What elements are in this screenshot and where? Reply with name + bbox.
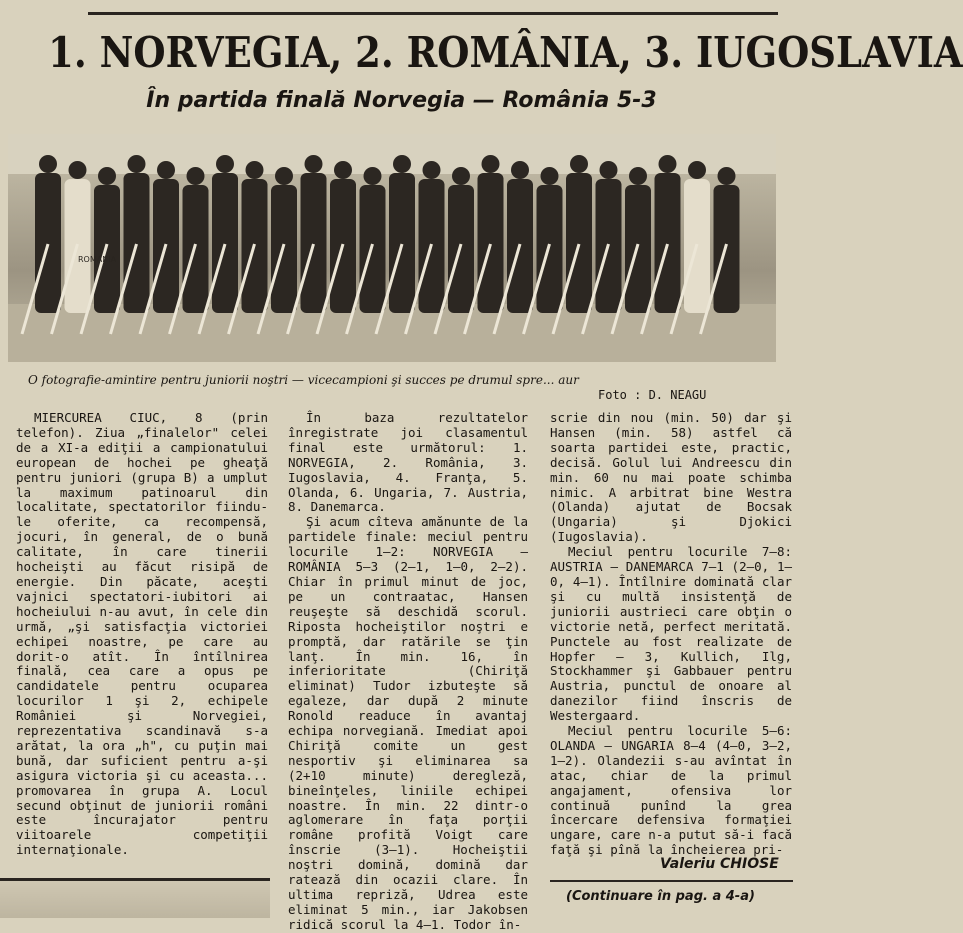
- team-photo: [8, 134, 776, 362]
- player-silhouette: [718, 167, 736, 185]
- photo-credit: Foto : D. NEAGU: [598, 388, 707, 402]
- player-silhouette: [570, 155, 588, 173]
- player-silhouette: [423, 161, 441, 179]
- player-body: [35, 173, 61, 313]
- article-column-3: [550, 411, 792, 858]
- player-silhouette: [69, 161, 87, 179]
- player-silhouette: [334, 161, 352, 179]
- player-silhouette: [98, 167, 116, 185]
- player-body: [655, 173, 681, 313]
- jersey-text: ROMANIA: [78, 255, 117, 264]
- adjacent-article-fragment: [0, 878, 270, 918]
- continuation-rule: [550, 880, 793, 882]
- player-body: [389, 173, 415, 313]
- player-silhouette: [187, 167, 205, 185]
- headline: 1. NORVEGIA, 2. ROMÂNIA, 3. IUGOSLAVIA: [48, 28, 963, 77]
- player-silhouette: [39, 155, 57, 173]
- article-paragraph: În baza rezultatelor înregistrate joi clasamentul final este următorul: 1. NORVEGIA, 2. România, 3. Iugoslavia, 4. Franţa, 5. Olanda, 6. Ungaria, 7. Austria, 8. Danemarca.: [288, 410, 528, 515]
- player-silhouette: [246, 161, 264, 179]
- player-silhouette: [128, 155, 146, 173]
- article-column-1: [16, 411, 268, 858]
- article-paragraph: Meciul pentru locurile 7—8: AUSTRIA — DANEMARCA 7—1 (2—0, 1—0, 4—1). Întîlnire dominată clar şi cu multă insistenţă de juniorii austrieci care obţin o victorie netă, perfect meritată. Punctele au fost realizate de Hopfer — 3, Kullich, Ilg, Stockhammer şi Gabbauer pentru Austria, punctul de onoare al danezilor fiind înscris de Westergaard.: [550, 544, 792, 724]
- top-rule: [88, 12, 778, 15]
- player-silhouette: [216, 155, 234, 173]
- player-silhouette: [511, 161, 529, 179]
- player-body: [478, 173, 504, 313]
- player-body: [301, 173, 327, 313]
- player-silhouette: [305, 155, 323, 173]
- player-silhouette: [157, 161, 175, 179]
- player-silhouette: [452, 167, 470, 185]
- player-silhouette: [482, 155, 500, 173]
- article-paragraph: Şi acum cîteva amănunte de la partidele finale: meciul pentru locurile 1—2: NORVEGIA — ROMÂNIA 5—3 (2—1, 1—0, 2—2). Chiar în primul minut de joc, pe un contraatac, Hansen reuşeşte să deschidă scorul. Riposta hocheiştilor noştri e promptă, dar ratările se ţin lanţ. În min. 16, în inferioritate (Chiriţă eliminat) Tudor izbuteşte să egaleze, dar după 2 minute Ronold readuce în avantaj echipa norvegiană. Imediat apoi Chiriţă comite un gest nesportiv şi eliminarea sa (2+10 minute) deregleză, bineînţeles, liniile echipei noastre. În min. 22 dintr-o aglomerare în faţa porţii române profită Voigt care înscrie (3—1). Hocheiştii noştri domină, domină dar ratează din ocazii clare. În ultima repriză, Udrea este eliminat 5 min., iar Jakobsen ridică scorul la 4—1. Todor în-: [288, 514, 528, 932]
- player-silhouette: [659, 155, 677, 173]
- continuation-note[interactable]: (Continuare în pag. a 4-a): [566, 889, 755, 904]
- player-body: [124, 173, 150, 313]
- player-silhouette: [275, 167, 293, 185]
- player-silhouette: [393, 155, 411, 173]
- article-column-2: [288, 411, 528, 933]
- article-paragraph: MIERCUREA CIUC, 8 (prin telefon). Ziua „finalelor" celei de a XI-a ediţii a campionatului european de hochei pe gheaţă pentru juniori (grupa B) a umplut la maximum patinoarul din localitate, spectatorilor fiindu-le oferite, ca recompensă, jocuri, în general, de o bună calitate, în care tinerii hocheişti au făcut risipă de energie. Din păcate, aceşti vajnici spectatori-iubitori ai hocheiului n-au avut, în cele din urmă, „şi satisfacţia victoriei echipei noastre, pe care au dorit-o atît. În întîlnirea finală, cea care a opus pe candidatele pentru ocuparea locurilor 1 şi 2, echipele României şi Norvegiei, reprezentativa scandinavă s-a arătat, la ora „h", cu puţin mai bună, dar suficient pentru a-şi asigura victoria şi cu aceasta... promovarea în grupa A. Locul secund obţinut de juniorii români este încurajator pentru viitoarele competiţii internaţionale.: [16, 410, 268, 858]
- player-body: [566, 173, 592, 313]
- player-silhouette: [364, 167, 382, 185]
- player-silhouette: [629, 167, 647, 185]
- team-photo-illustration: [8, 134, 776, 362]
- author-byline: Valeriu CHIOSE: [660, 856, 779, 872]
- player-silhouette: [600, 161, 618, 179]
- player-body: [212, 173, 238, 313]
- photo-caption: O fotografie-amintire pentru juniorii noştri — vicecampioni şi succes pe drumul spre... aur: [28, 373, 579, 387]
- subheadline: În partida finală Norvegia — România 5-3: [146, 88, 657, 113]
- player-silhouette: [541, 167, 559, 185]
- article-paragraph: Meciul pentru locurile 5—6: OLANDA — UNGARIA 8—4 (4—0, 3—2, 1—2). Olandezii s-au avîntat în atac, chiar de la primul angajament, ofensiva lor continuă punînd la grea încercare defensiva formaţiei ungare, care n-a putut să-i facă faţă şi pînă la încheierea pri-: [550, 723, 792, 858]
- player-silhouette: [688, 161, 706, 179]
- article-paragraph: scrie din nou (min. 50) dar şi Hansen (min. 58) astfel că soarta partidei este, practic, decisă. Golul lui Andreescu din min. 60 nu mai poate schimba nimic. A arbitrat bine Westra (Olanda) ajutat de Bocsak (Ungaria) şi Djokici (Iugoslavia).: [550, 410, 792, 545]
